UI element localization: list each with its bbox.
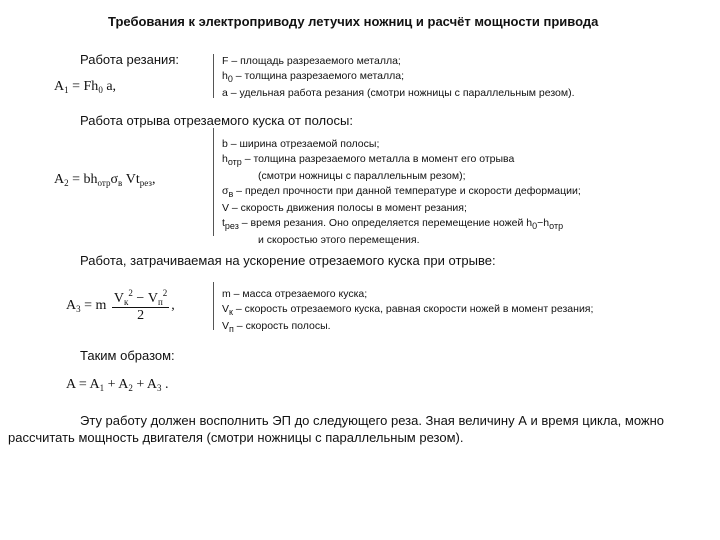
def-line: Vк – скорость отрезаемого куска, равная скорости ножей в момент резания; bbox=[222, 302, 594, 317]
def-line: b – ширина отрезаемой полосы; bbox=[222, 138, 380, 150]
section-tearing-heading: Работа отрыва отрезаемого куска от полосы: bbox=[80, 113, 353, 128]
definition-bar bbox=[213, 282, 214, 330]
def-line: σв – предел прочности при данной температуре и скорости деформации; bbox=[222, 184, 581, 199]
definition-bar bbox=[213, 54, 214, 98]
section-total-heading: Таким образом: bbox=[80, 348, 175, 363]
def-line: F – площадь разрезаемого металла; bbox=[222, 55, 401, 67]
formula-a1: $A_1 = Fh_0$ a, bbox=[54, 79, 117, 95]
def-line: h0 – толщина разрезаемого металла; bbox=[222, 69, 405, 84]
def-line: tрез – время резания. Оно определяется перемещение ножей h0−hотр bbox=[222, 216, 564, 231]
formula-a3: $A_3 = m$ $\frac{V_к^2 - V_п^2}{2}$ , bbox=[66, 288, 175, 323]
def-line: a – удельная работа резания (смотри ножницы с параллельным резом). bbox=[222, 87, 575, 99]
conclusion-line-1: Эту работу должен восполнить ЭП до следующего реза. Зная величину А и время цикла, можно bbox=[80, 413, 665, 428]
section-cutting-definitions bbox=[222, 54, 575, 101]
def-line: hотр – толщина разрезаемого металла в момент его отрыва bbox=[222, 152, 515, 167]
section-tearing-definitions bbox=[222, 137, 581, 248]
definition-bar bbox=[213, 128, 214, 236]
def-line: и скоростью этого перемещения. bbox=[258, 234, 420, 246]
formula-a2: $A_2 = bh_{отр}\sigma_в$ $Vt_{рез}$, bbox=[54, 172, 156, 188]
def-line: (смотри ножницы с параллельным резом); bbox=[258, 170, 466, 182]
page-title: Требования к электроприводу летучих ножниц и расчёт мощности привода bbox=[108, 14, 599, 29]
section-cutting-heading: Работа резания: bbox=[80, 52, 179, 67]
section-acceleration-heading: Работа, затрачиваемая на ускорение отрезаемого куска при отрыве: bbox=[80, 253, 496, 268]
formula-total: $A = A_1 + A_2 + A_3$ . bbox=[66, 377, 169, 393]
def-line: V – скорость движения полосы в момент резания; bbox=[222, 202, 467, 214]
def-line: Vп – скорость полосы. bbox=[222, 320, 331, 334]
section-acceleration-definitions bbox=[222, 287, 593, 337]
def-line: m – масса отрезаемого куска; bbox=[222, 288, 368, 300]
conclusion-line-2: рассчитать мощность двигателя (смотри ножницы с параллельным резом). bbox=[8, 430, 464, 445]
